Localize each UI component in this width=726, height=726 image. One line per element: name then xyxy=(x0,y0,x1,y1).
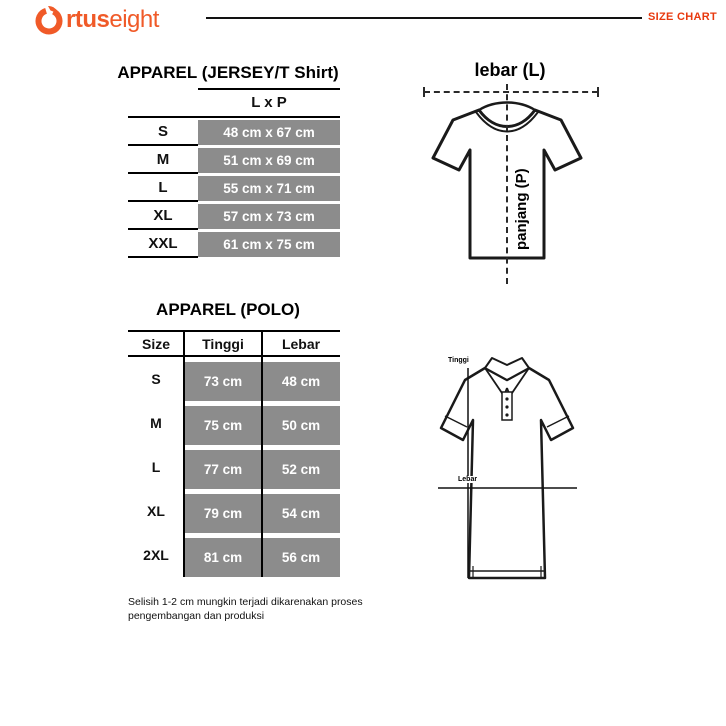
jersey-value-cell: 61 cm x 75 cm xyxy=(198,232,340,257)
jersey-size-table xyxy=(128,88,340,258)
jersey-header-empty-cell xyxy=(128,88,198,116)
polo-table-column-divider xyxy=(261,330,263,577)
measure-tick xyxy=(597,87,599,97)
polo-table-column-divider xyxy=(183,330,185,577)
jersey-size-cell: L xyxy=(128,174,198,202)
ortuseight-logo-icon xyxy=(34,5,64,35)
header-divider-line xyxy=(206,17,642,19)
polo-tinggi-cell: 73 cm xyxy=(184,357,262,401)
brand-wordmark-bold: rtus xyxy=(66,6,110,33)
polo-lebar-cell: 54 cm xyxy=(262,489,340,533)
measure-tick xyxy=(423,87,425,97)
polo-lebar-cell: 56 cm xyxy=(262,533,340,577)
jersey-table-header-row xyxy=(128,88,340,118)
polo-outline-icon xyxy=(405,352,610,592)
polo-header-tinggi: Tinggi xyxy=(202,335,244,352)
jersey-value-cell: 55 cm x 71 cm xyxy=(198,176,340,201)
polo-drawing xyxy=(405,352,610,592)
polo-tinggi-cell: 77 cm xyxy=(184,445,262,489)
polo-tinggi-cell: 81 cm xyxy=(184,533,262,577)
table-row xyxy=(128,489,340,533)
polo-tinggi-cell: 75 cm xyxy=(184,401,262,445)
polo-section-title: APPAREL (POLO) xyxy=(156,300,300,319)
table-row xyxy=(128,445,340,489)
table-row xyxy=(128,118,340,146)
brand-wordmark xyxy=(66,5,159,35)
jersey-value-cell: 48 cm x 67 cm xyxy=(198,120,340,145)
jersey-size-cell: XL xyxy=(128,202,198,230)
polo-size-cell: M xyxy=(150,415,162,431)
jersey-value-cell: 57 cm x 73 cm xyxy=(198,204,340,229)
jersey-header-lxp: L x P xyxy=(198,88,340,116)
polo-tinggi-cell: 79 cm xyxy=(184,489,262,533)
brand-logo xyxy=(34,5,159,35)
polo-size-cell: L xyxy=(151,459,161,475)
table-row xyxy=(128,202,340,230)
polo-height-label: Tinggi xyxy=(448,357,469,364)
table-row xyxy=(128,401,340,445)
jersey-size-cell: XXL xyxy=(128,230,198,258)
jersey-size-cell: S xyxy=(128,118,198,146)
brand-wordmark-light: eight xyxy=(109,6,159,33)
polo-header-size: Size xyxy=(141,335,170,352)
jersey-length-measure-line xyxy=(506,84,508,284)
polo-table-header-row xyxy=(128,330,340,357)
jersey-size-cell: M xyxy=(128,146,198,174)
jersey-width-measure-line xyxy=(424,91,598,93)
polo-lebar-cell: 48 cm xyxy=(262,357,340,401)
polo-lebar-cell: 50 cm xyxy=(262,401,340,445)
polo-header-lebar: Lebar xyxy=(281,335,321,352)
table-row xyxy=(128,174,340,202)
size-chart-title: SIZE CHART xyxy=(648,11,717,23)
jersey-section-title: APPAREL (JERSEY/T Shirt) xyxy=(117,63,339,82)
polo-size-cell: XL xyxy=(147,503,165,519)
polo-width-label: Lebar xyxy=(458,476,478,483)
polo-size-table xyxy=(128,330,340,577)
polo-lebar-cell: 52 cm xyxy=(262,445,340,489)
polo-size-cell: 2XL xyxy=(143,547,169,563)
table-row xyxy=(128,533,340,577)
polo-size-cell: S xyxy=(151,371,161,387)
tolerance-footnote: Selisih 1-2 cm mungkin terjadi dikarenakan proses pengembangan dan produksi xyxy=(128,596,363,623)
jersey-length-label: panjang (P) xyxy=(513,168,530,250)
table-row xyxy=(128,230,340,258)
jersey-value-cell: 51 cm x 69 cm xyxy=(198,148,340,173)
table-row xyxy=(128,357,340,401)
jersey-width-label: lebar (L) xyxy=(474,60,546,80)
table-row xyxy=(128,146,340,174)
